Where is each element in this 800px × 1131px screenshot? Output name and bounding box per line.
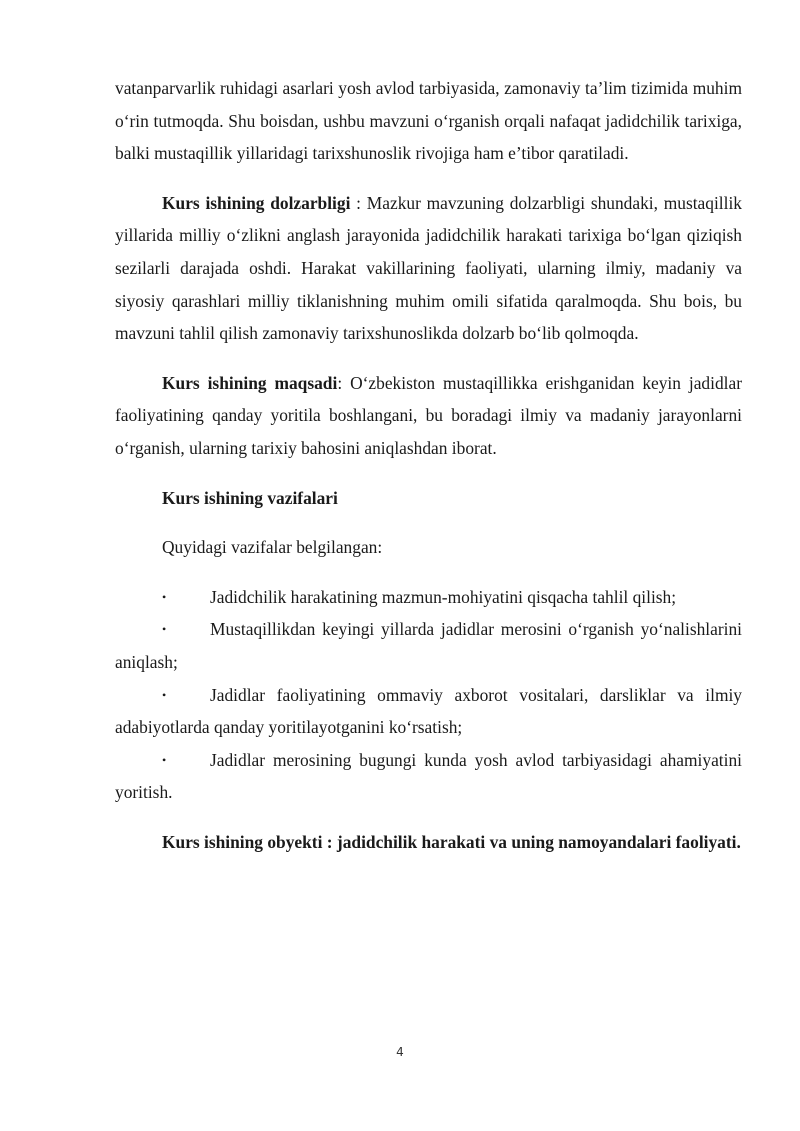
task-item-text: Mustaqillikdan keyingi yillarda jadidlar merosini o‘rganish yo‘nalishlarini aniqlash;: [115, 619, 742, 672]
relevance-separator: :: [350, 192, 367, 213]
tasks-list: [115, 581, 742, 809]
list-item: [115, 581, 742, 614]
goal-heading: Kurs ishining maqsadi: [162, 372, 338, 393]
goal-text: O‘zbekiston mustaqillikka erishganidan keyin jadidlar faoliyatining qanday yoritila boshlangani, bu boradagi ilmiy va madaniy jarayonlarni o‘rganish, ularning tarixiy bahosini aniqlashdan iborat.: [115, 372, 742, 458]
task-item-text: Jadidlar faoliyatining ommaviy axborot vositalari, darsliklar va ilmiy adabiyotlarda qanday yoritilayotganini ko‘rsatish;: [115, 684, 742, 738]
relevance-paragraph: [115, 187, 742, 350]
object-paragraph: Kurs ishining obyekti : jadidchilik harakati va uning namoyandalari faoliyati.: [162, 831, 741, 852]
bullet-icon: •: [162, 622, 167, 637]
task-item-text: Jadidlar merosining bugungi kunda yosh avlod tarbiyasidagi ahamiyatini yoritish.: [115, 749, 742, 803]
bullet-icon: •: [162, 589, 167, 604]
tasks-heading: Kurs ishining vazifalari: [162, 487, 338, 508]
relevance-text: Mazkur mavzuning dolzarbligi shundaki, mustaqillik yillarida milliy o‘zlikni anglash jarayonida jadidchilik harakati tarixiga bo‘lgan qiziqish sezilarli darajada oshdi. Harakat vakillarining faoliyati, ularning ilmiy, madaniy va siyosiy qarashlari milliy tiklanishning muhim omili sifatida qaralmoqda. Shu bois, bu mavzuni tahlil qilish zamonaviy tarixshunoslikda dolzarb bo‘lib qolmoqda.: [115, 192, 742, 344]
relevance-heading: Kurs ishining dolzarbligi: [162, 192, 351, 213]
page-number: 4: [396, 1045, 404, 1059]
goal-paragraph: [115, 367, 742, 465]
bullet-icon: •: [162, 752, 167, 767]
intro-paragraph: vatanparvarlik ruhidagi asarlari yosh avlod tarbiyasida, zamonaviy ta’lim tizimida muhim o‘rin tutmoqda. Shu boisdan, ushbu mavzuni o‘rganish orqali nafaqat jadidchilik tarixiga, balki mustaqillik yillaridagi tarixshunoslik rivojiga ham e’tibor qaratiladi.: [115, 78, 742, 164]
bullet-icon: •: [162, 687, 167, 702]
document-page: [115, 72, 742, 858]
list-item: [115, 744, 742, 809]
tasks-intro: Quyidagi vazifalar belgilangan:: [162, 537, 383, 558]
list-item: [115, 679, 742, 744]
list-item: [115, 613, 742, 678]
goal-separator: :: [337, 372, 351, 393]
task-item-text: Jadidchilik harakatining mazmun-mohiyatini qisqacha tahlil qilish;: [210, 586, 677, 607]
